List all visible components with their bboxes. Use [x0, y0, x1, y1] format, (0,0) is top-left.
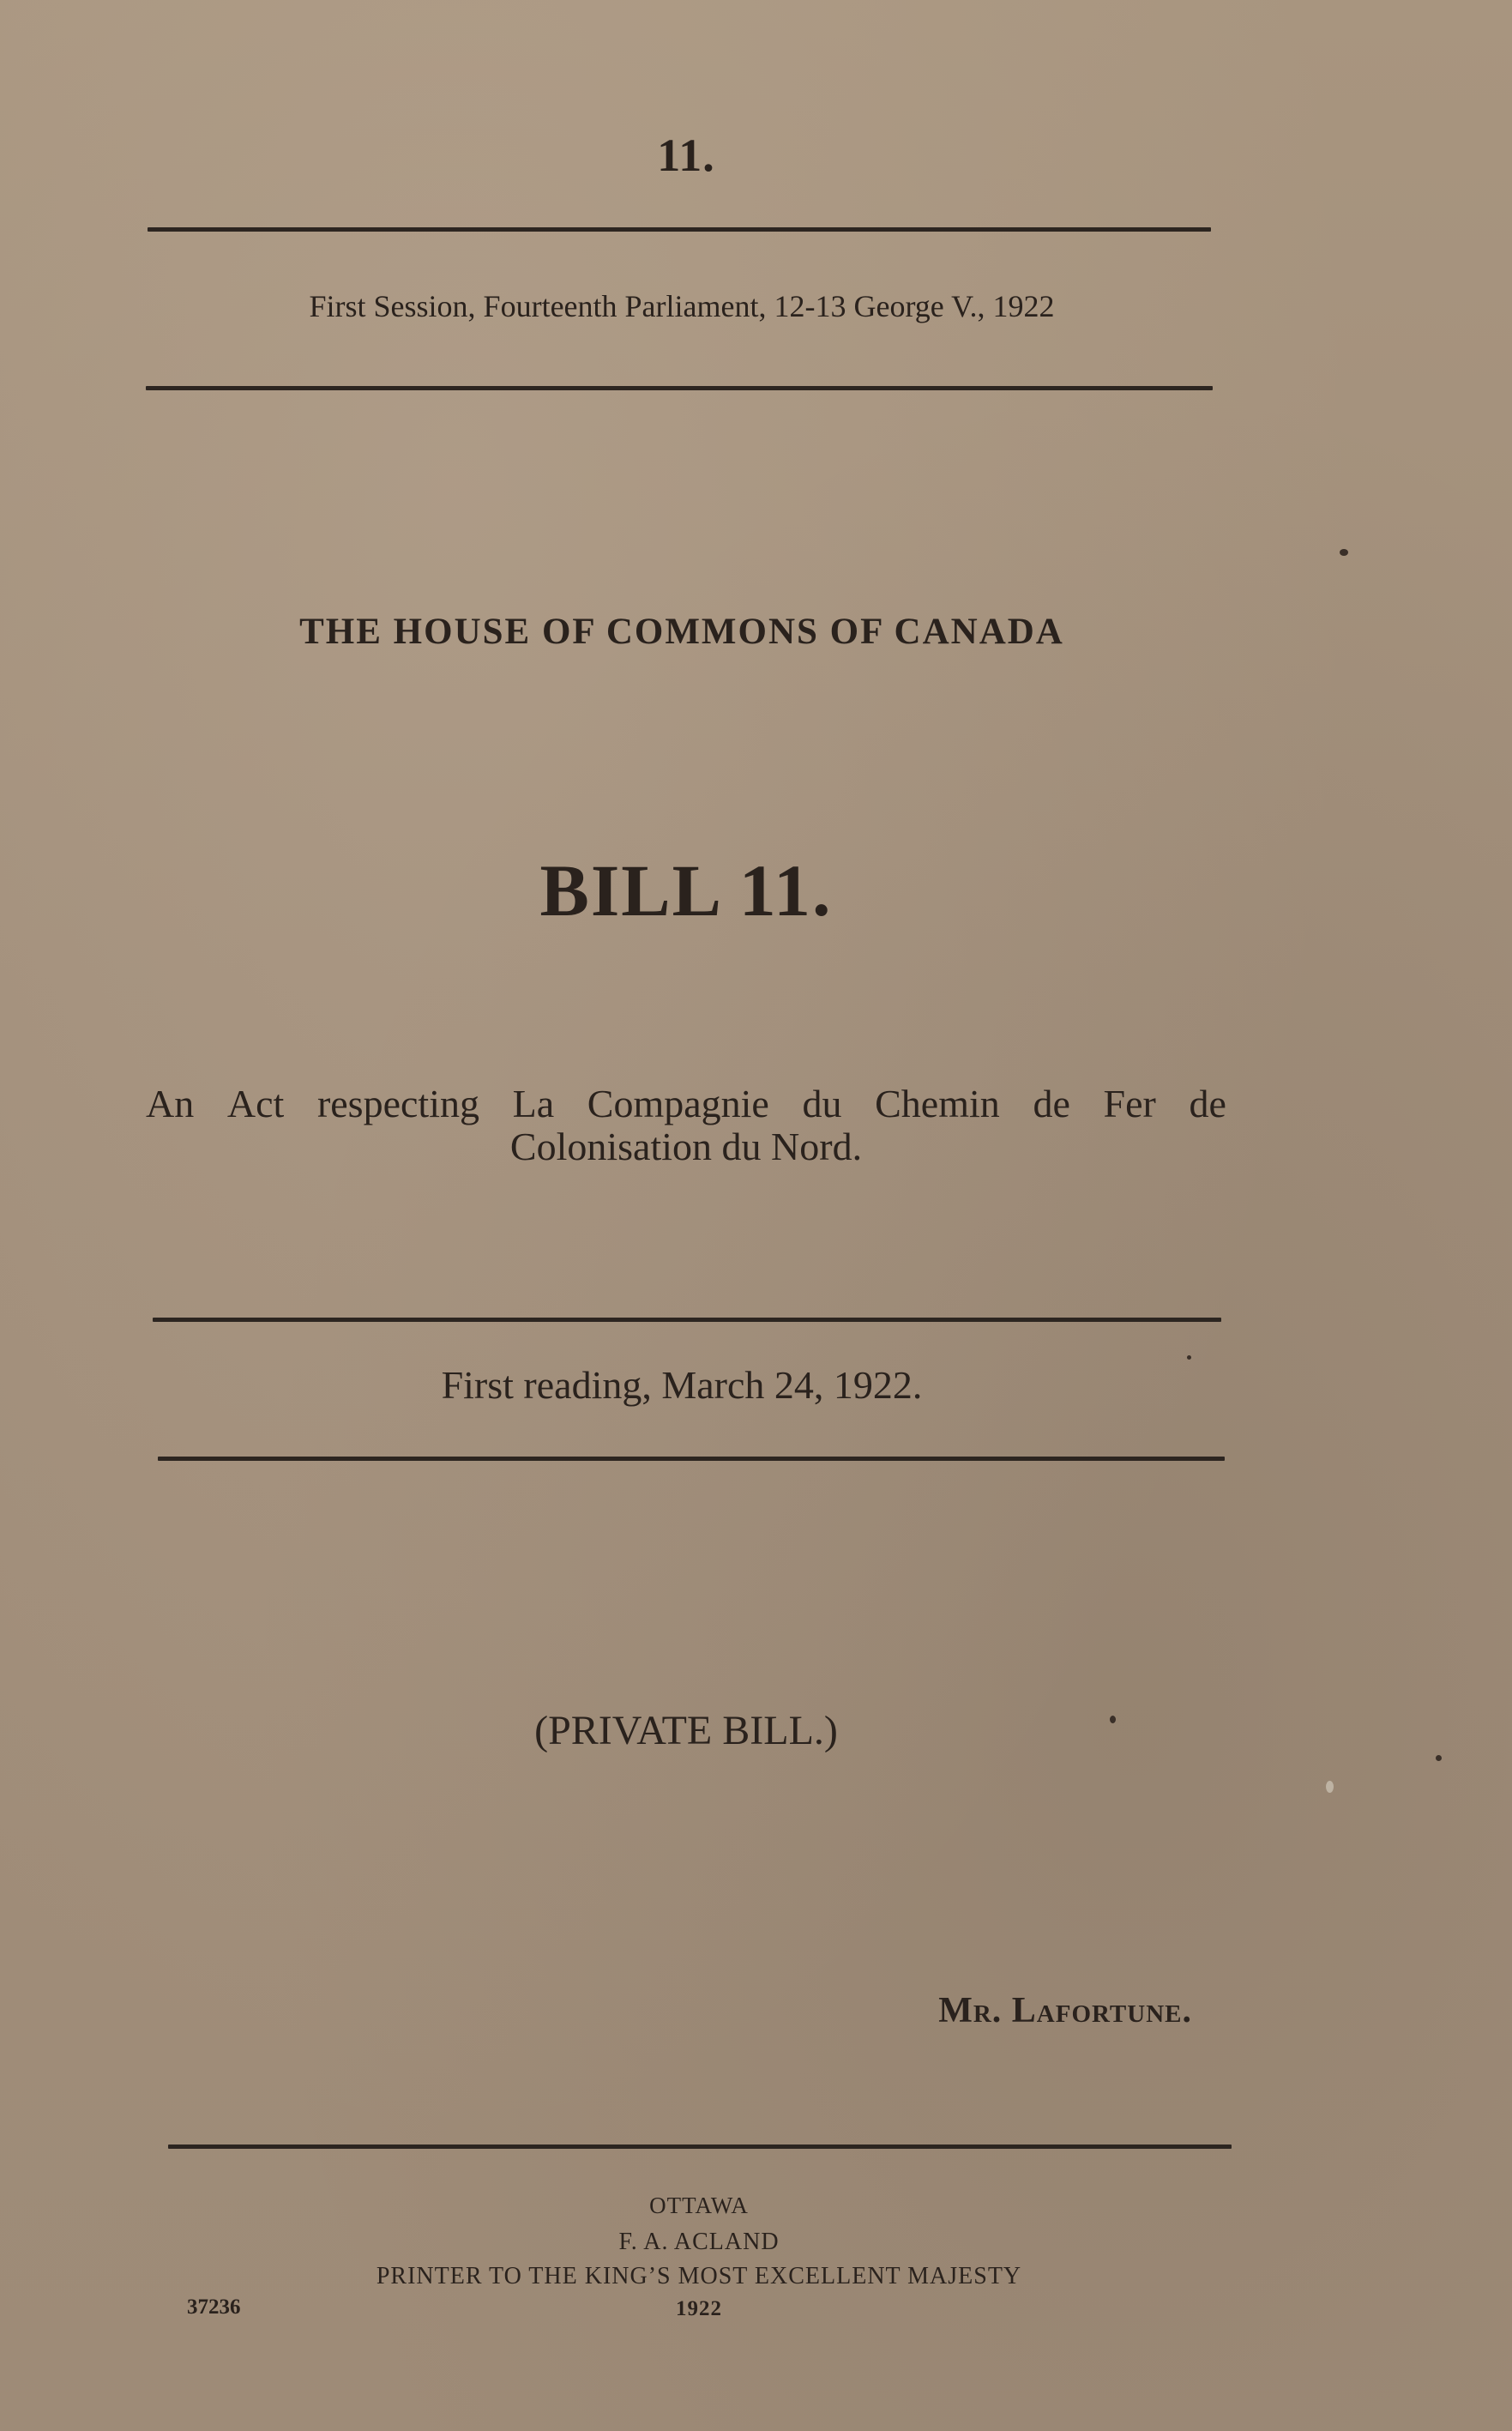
imprint-printer-title: PRINTER TO THE KING’S MOST EXCELLENT MAJESTY — [376, 2263, 1022, 2289]
act-word: de — [1033, 1082, 1070, 1125]
paper-speck — [1187, 1355, 1191, 1360]
act-word: Compagnie — [587, 1082, 769, 1125]
act-word: du — [802, 1082, 842, 1125]
act-word: Chemin — [875, 1082, 1000, 1125]
act-word: de — [1189, 1082, 1226, 1125]
rule-middle-2 — [158, 1457, 1225, 1461]
act-description-line-1 — [146, 1083, 1226, 1125]
act-description — [146, 1083, 1226, 1168]
imprint-printer: F. A. ACLAND — [618, 2229, 780, 2255]
act-word: La — [512, 1082, 555, 1125]
first-reading-date: First reading, March 24, 1922. — [441, 1363, 923, 1407]
private-bill-label: (PRIVATE BILL.) — [534, 1708, 838, 1753]
rule-middle-1 — [153, 1318, 1221, 1322]
imprint-city: OTTAWA — [649, 2193, 749, 2218]
paper-speck — [1436, 1755, 1442, 1761]
act-word: Fer — [1103, 1082, 1156, 1125]
paper-speck — [1110, 1716, 1116, 1723]
paper-speck — [1326, 1781, 1334, 1793]
act-description-line-2: Colonisation du Nord. — [509, 1125, 863, 1168]
job-number: 37236 — [187, 2295, 241, 2319]
rule-top-1 — [148, 227, 1211, 232]
act-word: Act — [226, 1082, 285, 1125]
rule-bottom — [168, 2144, 1232, 2149]
paper-speck — [1340, 549, 1348, 556]
act-word: An — [146, 1082, 195, 1125]
house-heading: THE HOUSE OF COMMONS OF CANADA — [299, 612, 1064, 652]
bill-title: BILL 11. — [539, 849, 833, 932]
rule-top-2 — [146, 386, 1213, 390]
bill-number-top: 11. — [657, 130, 715, 181]
imprint-year: 1922 — [676, 2297, 722, 2320]
act-word: respecting — [316, 1082, 479, 1125]
session-line: First Session, Fourteenth Parliament, 12-13 George V., 1922 — [309, 289, 1055, 323]
bill-sponsor: Mr. Lafortune. — [938, 1991, 1192, 2030]
